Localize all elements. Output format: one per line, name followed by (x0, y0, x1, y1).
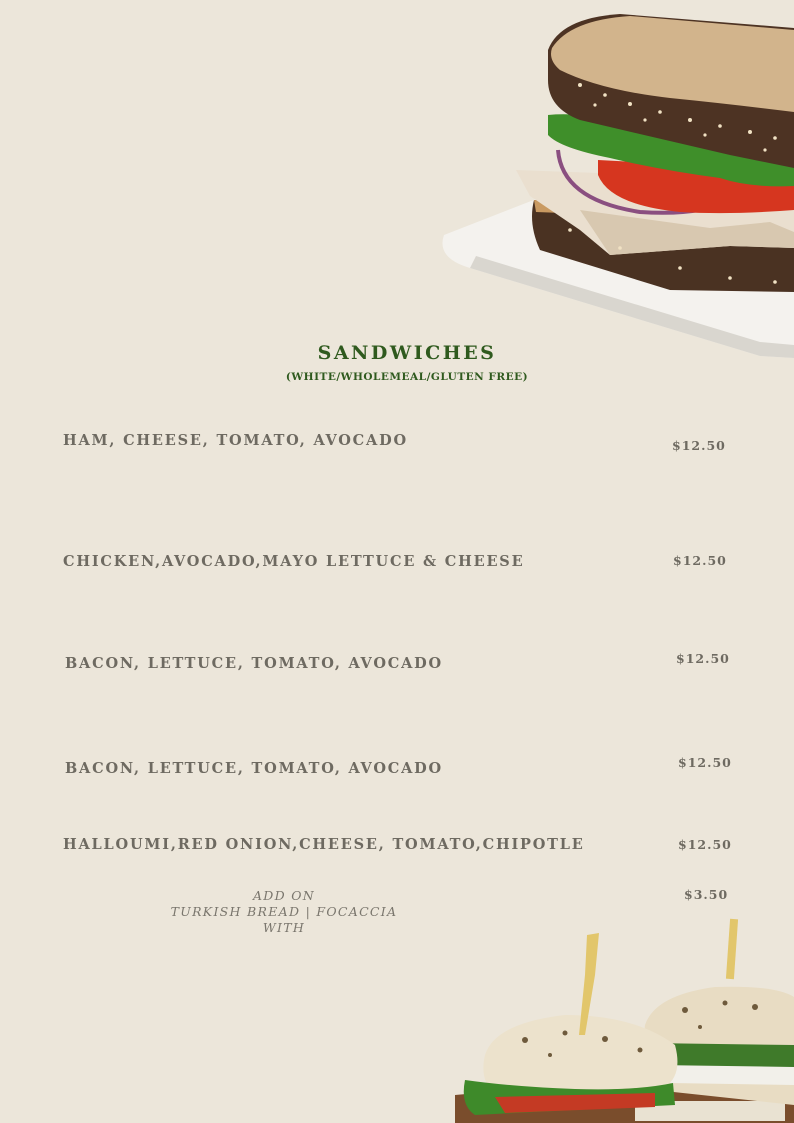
menu-subtitle: (WHITE/WHOLEMEAL/GLUTEN FREE) (285, 371, 529, 383)
menu-item-name: CHICKEN,AVOCADO,MAYO LETTUCE & CHEESE (63, 553, 525, 570)
addon-line-2: TURKISH BREAD | FOCACCIA WITH (170, 904, 398, 935)
menu-item-price: $12.50 (676, 651, 730, 666)
addon-price: $3.50 (684, 887, 729, 902)
menu-item-price: $12.50 (678, 755, 732, 770)
menu-item-name: BACON, LETTUCE, TOMATO, AVOCADO (65, 760, 443, 777)
addon-note (150, 888, 418, 936)
menu-item-name: HAM, CHEESE, TOMATO, AVOCADO (63, 432, 408, 449)
focaccia-photo (455, 915, 794, 1123)
menu-title: SANDWICHES (317, 342, 497, 364)
menu-item-name: HALLOUMI,RED ONION,CHEESE, TOMATO,CHIPOTLE (63, 836, 585, 853)
menu-item-price: $12.50 (673, 553, 727, 568)
sandwich-photo (430, 0, 794, 370)
menu-item-price: $12.50 (672, 438, 726, 453)
menu-item-name: BACON, LETTUCE, TOMATO, AVOCADO (65, 655, 443, 672)
addon-line-1: ADD ON (252, 888, 316, 903)
menu-item-price: $12.50 (678, 837, 732, 852)
